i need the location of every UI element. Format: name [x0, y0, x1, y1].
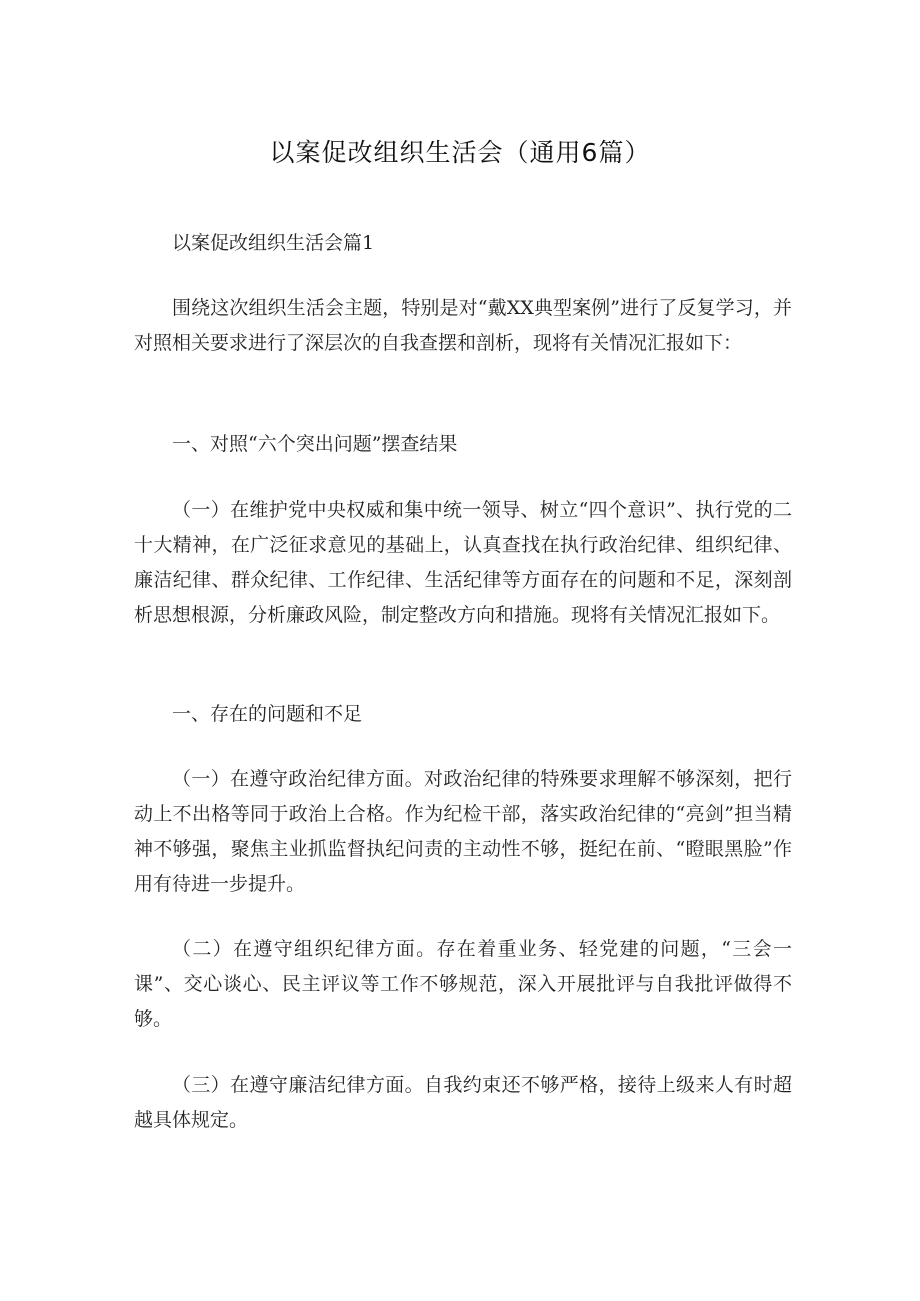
body-paragraph: （一）在维护党中央权威和集中统一领导、树立“四个意识”、执行党的二十大精神，在广泛征求意见的基础上，认真查找在执行政治纪律、组织纪律、廉洁纪律、群众纪律、工作纪律、生活纪律等方面存在的问题和不足，深刻剖析思想根源，分析廉政风险，制定整改方向和措施。现将有关情况汇报如下。 — [134, 499, 792, 626]
section-heading: 以案促改组织生活会篇1 — [172, 232, 375, 254]
subheading: 一、对照“六个突出问题”摆查结果 — [172, 433, 458, 455]
intro-paragraph: 围绕这次组织生活会主题，特别是对“戴XX典型案例”进行了反复学习，并对照相关要求进行了深层次的自我查摆和剖析，现将有关情况汇报如下： — [134, 297, 792, 354]
body-paragraph: （二）在遵守组织纪律方面。存在着重业务、轻党建的问题，“三会一课”、交心谈心、民主评议等工作不够规范，深入开展批评与自我批评做得不够。 — [134, 938, 792, 1030]
body-paragraph: （一）在遵守政治纪律方面。对政治纪律的特殊要求理解不够深刻，把行动上不出格等同于政治上合格。作为纪检干部，落实政治纪律的“亮剑”担当精神不够强，聚焦主业抓监督执纪问责的主动性不够，挺纪在前、“瞪眼黑脸”作用有待进一步提升。 — [134, 768, 792, 895]
subheading: 一、存在的问题和不足 — [172, 703, 363, 725]
body-paragraph: （三）在遵守廉洁纪律方面。自我约束还不够严格，接待上级来人有时超越具体规定。 — [134, 1074, 792, 1131]
document-title: 以案促改组织生活会（通用6篇） — [269, 137, 651, 167]
